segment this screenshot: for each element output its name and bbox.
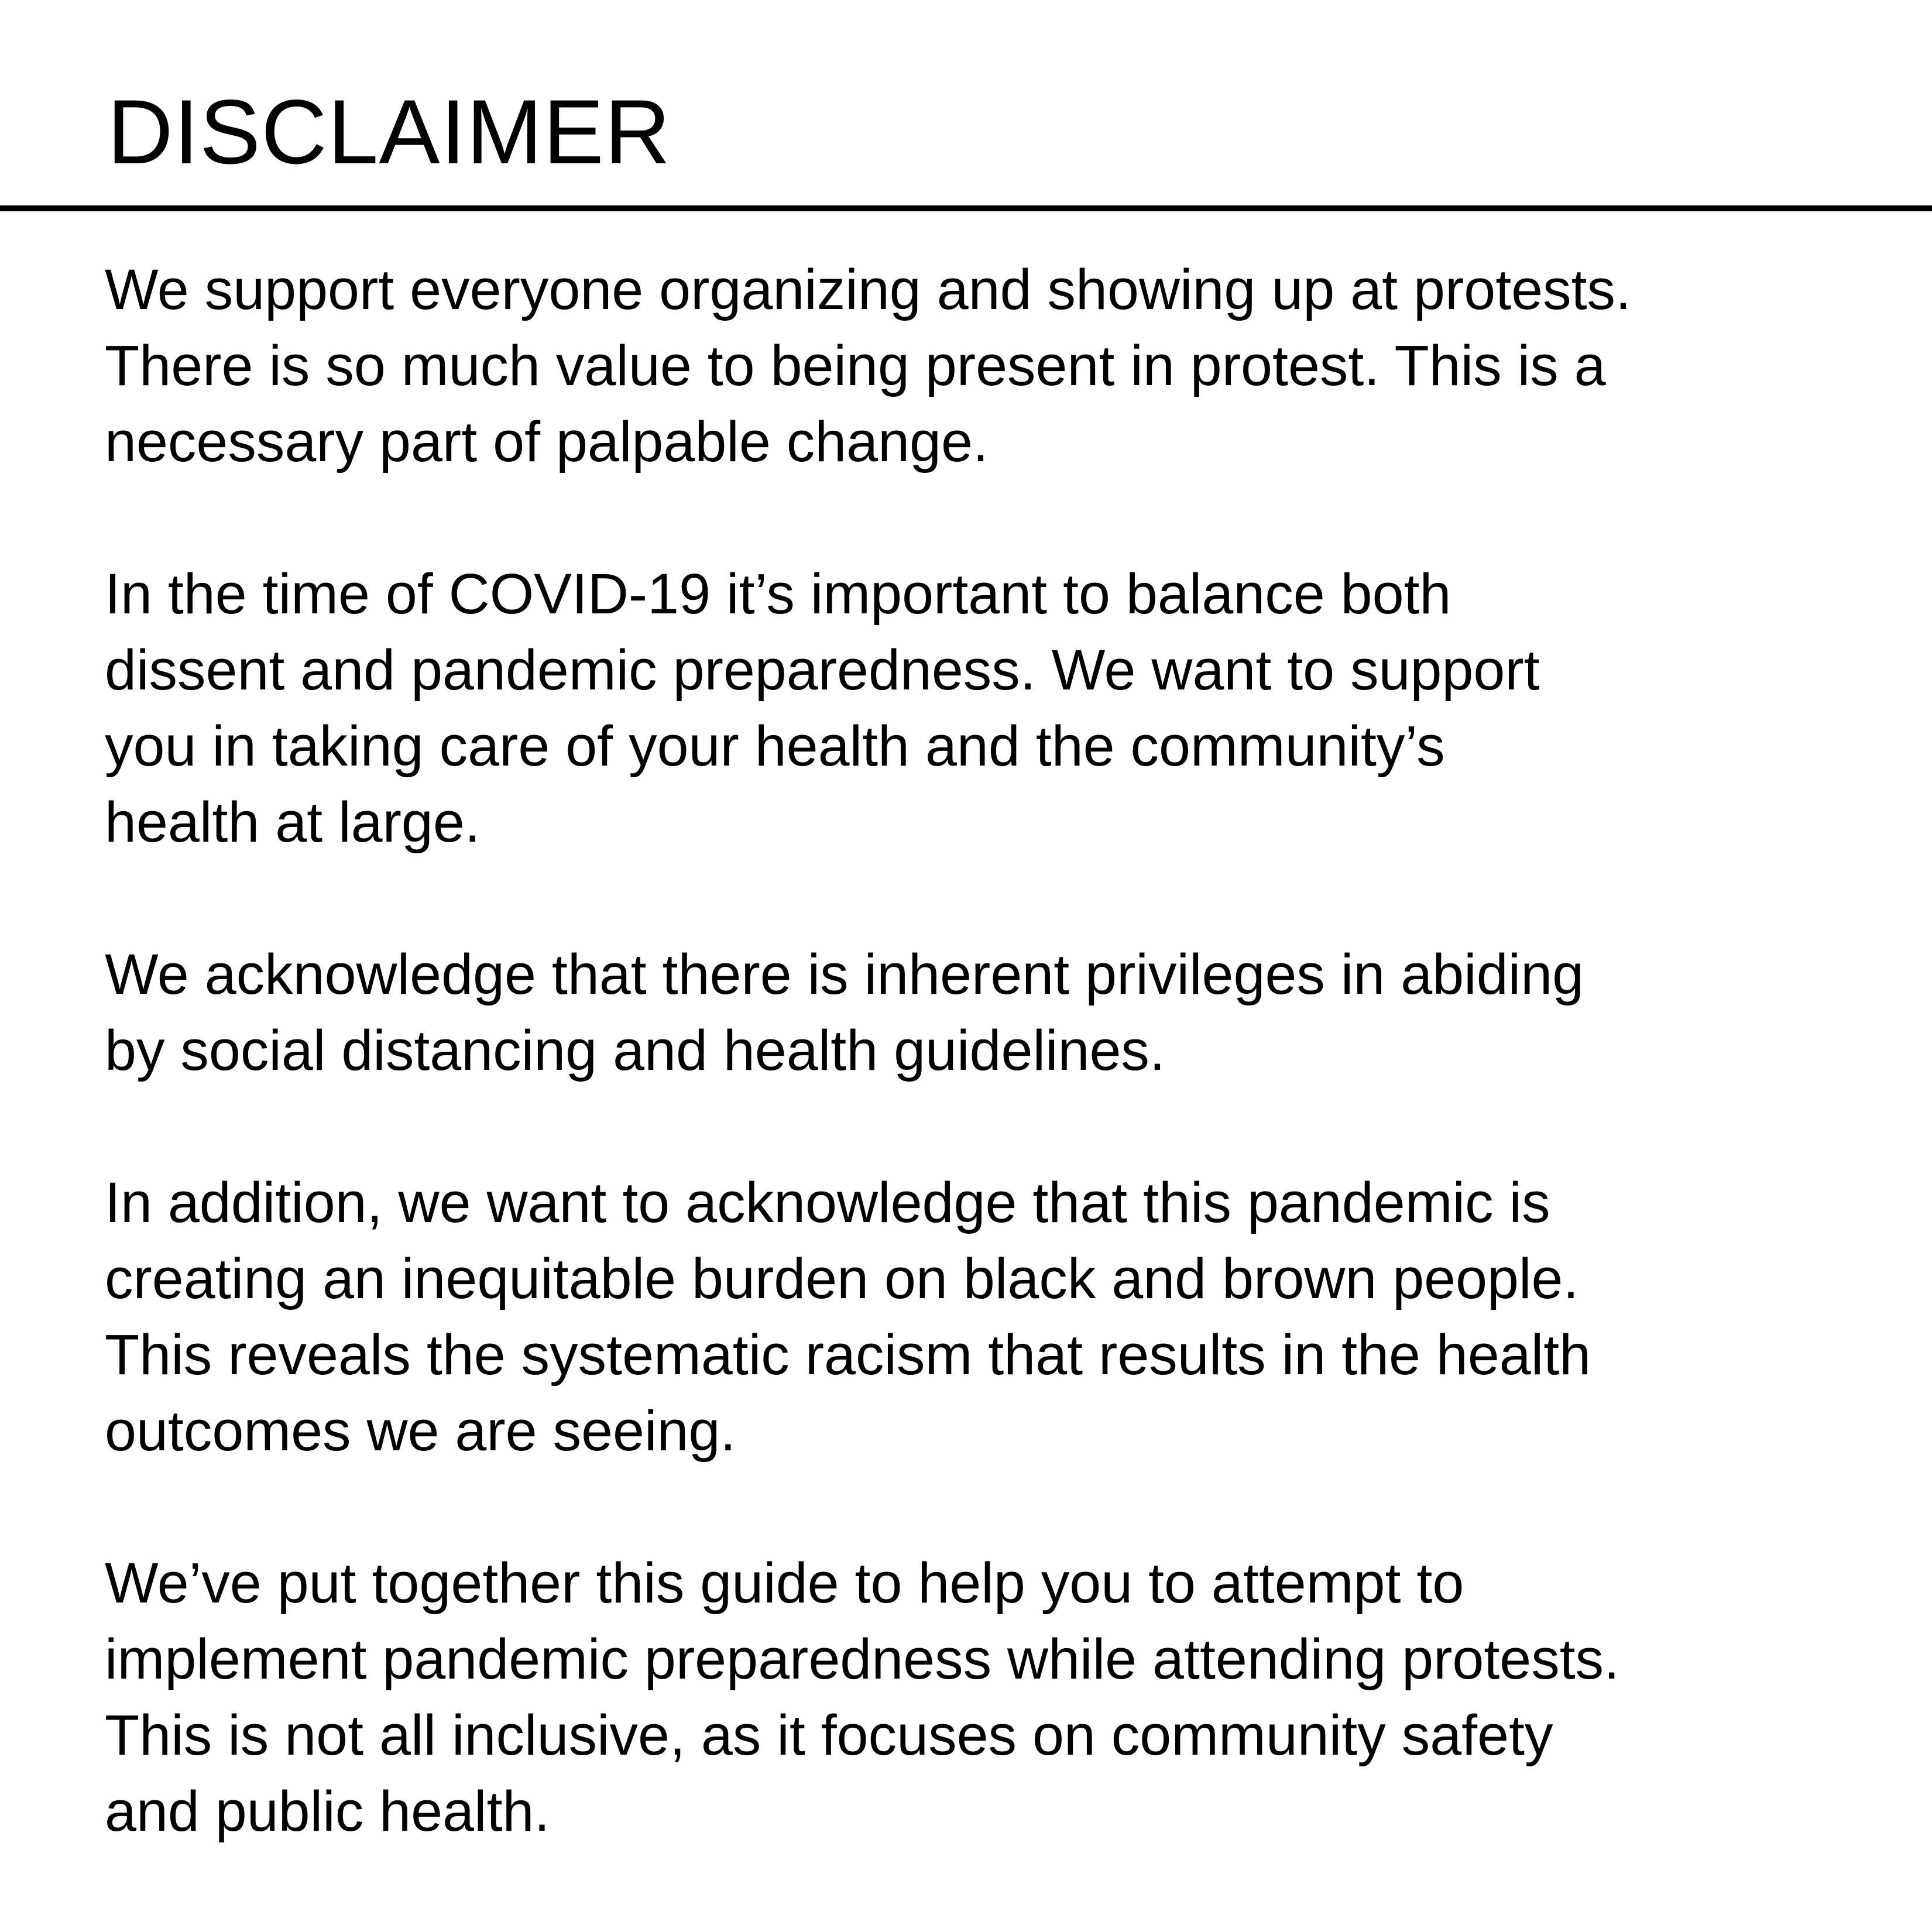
title-divider [0, 205, 1932, 211]
text-line: This is not all inclusive, as it focuses on community safety [105, 1703, 1553, 1767]
paragraph-guide-purpose [105, 1545, 1896, 1849]
text-line: health at large. [105, 790, 481, 854]
text-line: There is so much value to being present in protest. This is a [105, 334, 1606, 397]
text-line: dissent and pandemic preparedness. We want to support [105, 638, 1540, 702]
paragraph-support-protests [105, 252, 1896, 480]
text-line: creating an inequitable burden on black and brown people. [105, 1247, 1579, 1310]
text-line: necessary part of palpable change. [105, 410, 989, 473]
text-line: and public health. [105, 1779, 550, 1843]
text-line: We support everyone organizing and showing up at protests. [105, 258, 1632, 321]
text-line: you in taking care of your health and the community’s [105, 714, 1445, 778]
page-title: DISCLAIMER [107, 81, 671, 183]
paragraph-privilege [105, 936, 1896, 1089]
text-line: outcomes we are seeing. [105, 1399, 736, 1463]
text-line: In the time of COVID-19 it’s important to balance both [105, 562, 1451, 626]
paragraph-inequitable-burden [105, 1165, 1896, 1469]
text-line: implement pandemic preparedness while attending protests. [105, 1627, 1620, 1691]
disclaimer-body [105, 252, 1896, 1926]
text-line: This reveals the systematic racism that results in the health [105, 1323, 1591, 1387]
text-line: In addition, we want to acknowledge that this pandemic is [105, 1171, 1550, 1234]
text-line: We acknowledge that there is inherent privileges in abiding [105, 942, 1584, 1006]
text-line: We’ve put together this guide to help you to attempt to [105, 1551, 1464, 1615]
paragraph-covid-balance [105, 556, 1896, 860]
text-line: by social distancing and health guidelines. [105, 1018, 1165, 1082]
